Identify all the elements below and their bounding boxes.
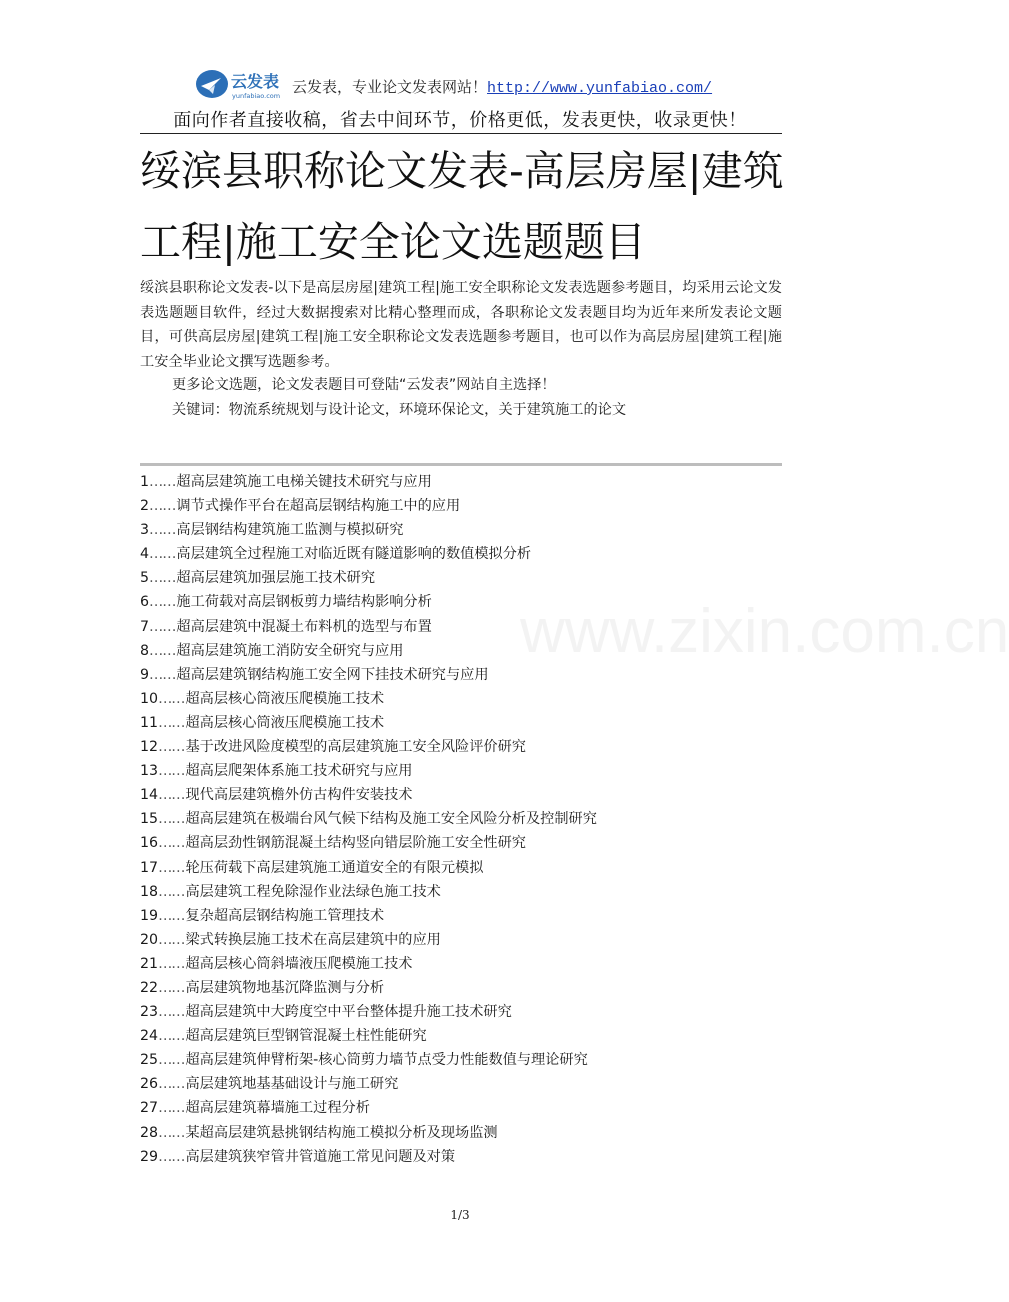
- topic-leader-dots: ……: [158, 931, 185, 948]
- list-item: [140, 783, 782, 807]
- list-item: [140, 590, 782, 614]
- list-item: [140, 1000, 782, 1024]
- topic-title: 高层建筑工程免除湿作业法绿色施工技术: [185, 883, 441, 900]
- watermark: www.zixin.com.cn: [520, 597, 1009, 666]
- list-item: [140, 807, 782, 831]
- topic-title: 某超高层建筑悬挑钢结构施工模拟分析及现场监测: [185, 1124, 498, 1141]
- list-item: [140, 663, 782, 687]
- list-item: [140, 952, 782, 976]
- topic-title: 轮压荷载下高层建筑施工通道安全的有限元模拟: [185, 859, 484, 876]
- list-item: [140, 928, 782, 952]
- topic-leader-dots: ……: [158, 907, 185, 924]
- topic-leader-dots: ……: [158, 1124, 185, 1141]
- topic-leader-dots: ……: [158, 811, 185, 828]
- topic-number: 20: [140, 931, 159, 948]
- topic-title: 复杂超高层钢结构施工管理技术: [185, 907, 385, 924]
- topic-number: 8: [140, 642, 150, 659]
- topic-number: 6: [140, 594, 150, 611]
- list-item: [140, 711, 782, 735]
- topic-title: 超高层建筑施工消防安全研究与应用: [176, 642, 404, 659]
- list-item: [140, 856, 782, 880]
- topic-number: 29: [140, 1148, 159, 1165]
- page-number: 1/3: [450, 1208, 470, 1222]
- list-item: [140, 518, 782, 542]
- list-item: [140, 1048, 782, 1072]
- list-item: [140, 615, 782, 639]
- list-item: [140, 1024, 782, 1048]
- topic-number: 23: [140, 1004, 159, 1021]
- topic-leader-dots: ……: [149, 570, 176, 587]
- topic-number: 9: [140, 666, 150, 683]
- intro-paragraph: 绥滨县职称论文发表-以下是高层房屋|建筑工程|施工安全职称论文发表选题参考题目，均采用云论文发表选题题目软件，经过大数据搜索对比精心整理而成，各职称论文发表题目均为近年来所发表论文题目，可供高层房屋|建筑工程|施工安全职称论文发表选题参考题目，也可以作为高层房屋|建筑工程|施工安全毕业论文撰写选题参考。: [140, 280, 782, 370]
- topic-title: 高层建筑地基基础设计与施工研究: [185, 1076, 399, 1093]
- topic-title: 超高层建筑在极端台风气候下结构及施工安全风险分析及控制研究: [185, 811, 597, 828]
- topic-title: 超高层建筑施工电梯关键技术研究与应用: [176, 474, 432, 490]
- cloud-logo-icon: [195, 68, 287, 102]
- topic-number: 4: [140, 546, 150, 563]
- topic-title: 超高层建筑幕墙施工过程分析: [185, 1100, 370, 1117]
- topic-leader-dots: ……: [158, 835, 185, 852]
- topic-title: 超高层建筑巨型钢管混凝土柱性能研究: [185, 1028, 427, 1045]
- topic-leader-dots: ……: [158, 1028, 185, 1045]
- topic-title: 高层建筑狭窄管井管道施工常见问题及对策: [185, 1148, 456, 1165]
- topic-leader-dots: ……: [158, 1004, 185, 1021]
- logo-text: 云发表: [231, 72, 280, 91]
- keywords-line: 关键词：物流系统规划与设计论文，环境环保论文，关于建筑施工的论文: [172, 402, 627, 418]
- topic-number: 28: [140, 1124, 159, 1141]
- topic-title: 超高层建筑加强层施工技术研究: [176, 570, 376, 587]
- document-title: 绥滨县职称论文发表-高层房屋|建筑工程|施工安全论文选题题目: [140, 147, 784, 266]
- list-item: [140, 1121, 782, 1145]
- list-item: [140, 1145, 782, 1169]
- topic-number: 21: [140, 955, 159, 972]
- topic-title: 超高层劲性钢筋混凝土结构竖向错层阶施工安全性研究: [185, 835, 526, 852]
- topic-leader-dots: ……: [158, 690, 185, 707]
- topic-title: 超高层建筑中大跨度空中平台整体提升施工技术研究: [185, 1004, 512, 1021]
- topic-number: 18: [140, 883, 159, 900]
- topic-leader-dots: ……: [149, 642, 176, 659]
- topic-number: 7: [140, 618, 150, 635]
- topic-leader-dots: ……: [149, 498, 176, 515]
- list-item: [140, 494, 782, 518]
- topic-leader-dots: ……: [149, 618, 176, 635]
- topic-title: 高层钢结构建筑施工监测与模拟研究: [176, 522, 404, 539]
- topic-leader-dots: ……: [149, 522, 176, 539]
- topic-leader-dots: ……: [158, 1052, 185, 1069]
- topic-title: 超高层核心筒斜墙液压爬模施工技术: [185, 955, 413, 972]
- topic-number: 24: [140, 1028, 159, 1045]
- topic-title: 超高层核心筒液压爬模施工技术: [185, 714, 385, 731]
- site-url-link[interactable]: http://www.yunfabiao.com/: [487, 80, 713, 97]
- topic-number: 5: [140, 570, 150, 587]
- topic-leader-dots: ……: [158, 787, 185, 804]
- topic-number: 10: [140, 690, 159, 707]
- topic-title: 超高层建筑中混凝土布料机的选型与布置: [176, 618, 432, 635]
- list-item: [140, 542, 782, 566]
- topic-leader-dots: ……: [149, 546, 176, 563]
- topic-leader-dots: ……: [149, 594, 176, 611]
- topic-number: 1: [140, 474, 150, 490]
- topic-number: 12: [140, 739, 159, 756]
- topic-leader-dots: ……: [158, 883, 185, 900]
- list-item: [140, 1096, 782, 1120]
- topic-number: 2: [140, 498, 150, 515]
- list-item: [140, 976, 782, 1000]
- topic-number: 11: [140, 714, 159, 731]
- list-item: [140, 470, 782, 494]
- header-tagline: 面向作者直接收稿，省去中间环节，价格更低，发表更快，收录更快！: [173, 110, 747, 131]
- topic-title: 梁式转换层施工技术在高层建筑中的应用: [185, 931, 441, 948]
- topic-leader-dots: ……: [149, 666, 176, 683]
- topic-leader-dots: ……: [158, 1100, 185, 1117]
- topic-title: 超高层核心筒液压爬模施工技术: [185, 690, 385, 707]
- list-item: [140, 735, 782, 759]
- topic-number: 25: [140, 1052, 159, 1069]
- topic-title: 现代高层建筑檐外仿古构件安装技术: [185, 787, 413, 804]
- more-topics-note: 更多论文选题，论文发表题目可登陆“云发表”网站自主选择！: [172, 377, 556, 393]
- topic-leader-dots: ……: [158, 859, 185, 876]
- topic-title: 高层建筑全过程施工对临近既有隧道影响的数值模拟分析: [176, 546, 532, 563]
- topic-number: 15: [140, 811, 159, 828]
- topic-leader-dots: ……: [158, 979, 185, 996]
- topic-number: 27: [140, 1100, 159, 1117]
- topic-title: 超高层建筑钢结构施工安全网下挂技术研究与应用: [176, 666, 489, 683]
- topic-title: 基于改进风险度模型的高层建筑施工安全风险评价研究: [185, 739, 526, 756]
- logo-subtext: yunfabiao.com: [232, 92, 281, 100]
- list-item: [140, 831, 782, 855]
- list-item: [140, 566, 782, 590]
- topic-number: 26: [140, 1076, 159, 1093]
- topic-number: 14: [140, 787, 159, 804]
- list-item: [140, 904, 782, 928]
- list-item: [140, 687, 782, 711]
- site-logo[interactable]: [195, 68, 287, 102]
- list-divider: [140, 463, 782, 466]
- topic-number: 17: [140, 859, 159, 876]
- topic-leader-dots: ……: [158, 1076, 185, 1093]
- header-slogan: [292, 76, 712, 97]
- topic-leader-dots: ……: [158, 763, 185, 780]
- topic-number: 3: [140, 522, 150, 539]
- header-divider: [140, 133, 782, 134]
- topic-number: 16: [140, 835, 159, 852]
- topic-number: 19: [140, 907, 159, 924]
- list-item: [140, 759, 782, 783]
- list-item: [140, 1072, 782, 1096]
- list-item: [140, 639, 782, 663]
- topic-leader-dots: ……: [158, 955, 185, 972]
- topic-title: 高层建筑物地基沉降监测与分析: [185, 979, 385, 996]
- topic-leader-dots: ……: [149, 474, 176, 490]
- topic-title: 施工荷载对高层钢板剪力墙结构影响分析: [176, 594, 432, 611]
- topic-title: 超高层爬架体系施工技术研究与应用: [185, 763, 413, 780]
- topic-number: 13: [140, 763, 159, 780]
- topic-list: [140, 470, 782, 1169]
- topic-title: 超高层建筑伸臂桁架-核心筒剪力墙节点受力性能数值与理论研究: [185, 1052, 588, 1069]
- topic-leader-dots: ……: [158, 714, 185, 731]
- slogan-text: 云发表，专业论文发表网站！: [292, 78, 488, 96]
- topic-leader-dots: ……: [158, 739, 185, 756]
- list-item: [140, 880, 782, 904]
- topic-title: 调节式操作平台在超高层钢结构施工中的应用: [176, 498, 461, 515]
- topic-number: 22: [140, 979, 159, 996]
- topic-leader-dots: ……: [158, 1148, 185, 1165]
